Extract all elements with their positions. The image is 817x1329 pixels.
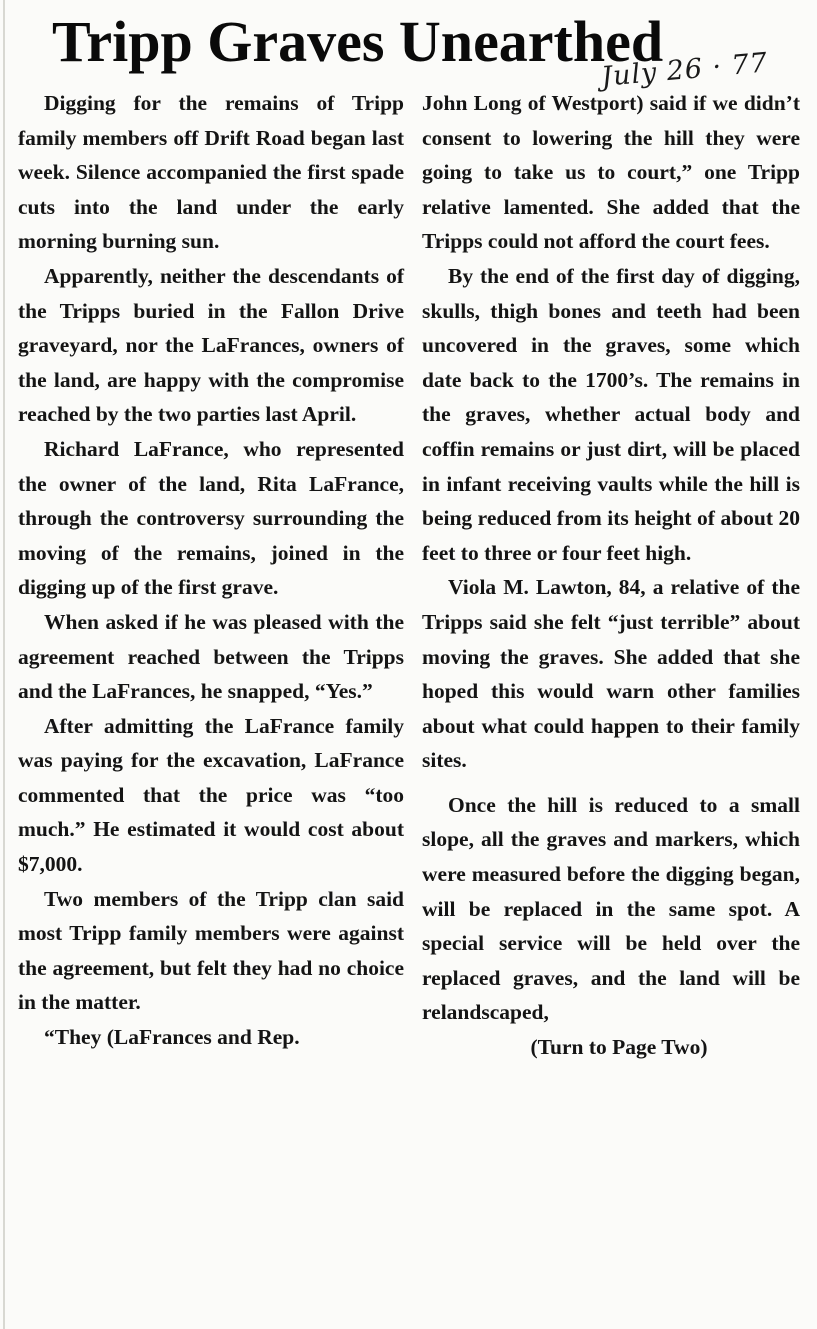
paragraph: After admitting the LaFrance family was paying for the excavation, LaFrance commented that the price was “too much.” He estimated it would cost about $7,000.	[18, 713, 404, 877]
paragraph: “They (LaFrances and Rep.	[44, 1025, 300, 1050]
paragraph: Once the hill is reduced to a small slope, all the graves and markers, which were measured before the digging began, will be replaced in the same spot. A special service will be held over the replaced graves, and the land will be relandscaped,	[422, 792, 800, 1025]
paragraph: When asked if he was pleased with the agreement reached between the Tripps and the LaFrances, he snapped, “Yes.”	[18, 609, 404, 704]
paragraph: Two members of the Tripp clan said most Tripp family members were against the agreement, but felt they had no choice in the matter.	[18, 886, 404, 1015]
handwritten-date: July 26 · 77	[600, 47, 770, 93]
right-column	[422, 86, 800, 1065]
continuation-note: (Turn to Page Two)	[530, 1035, 708, 1060]
paragraph: John Long of Westport) said if we didn’t consent to lowering the hill they were going to take us to court,” one Tripp relative lamented. She added that the Tripps could not afford the court fees.	[422, 91, 800, 254]
left-column	[18, 86, 404, 1055]
paragraph: By the end of the first day of digging, skulls, thigh bones and teeth had been uncovered in the graves, some which date back to the 1700’s. The remains in the graves, whether actual body and coffin remains or just dirt, will be placed in infant receiving vaults while the hill is being reduced from its height of about 20 feet to three or four feet high.	[422, 263, 800, 565]
paragraph: Viola M. Lawton, 84, a relative of the Tripps said she felt “just terrible” about moving the graves. She added that she hoped this would warn other families about what could happen to their family sites.	[422, 575, 800, 773]
paper-edge	[3, 0, 5, 1329]
paragraph: Digging for the remains of Tripp family members off Drift Road began last week. Silence accompanied the first spade cuts into the land under the early morning burning sun.	[18, 91, 404, 254]
headline: Tripp Graves Unearthed	[52, 9, 664, 74]
paragraph: Apparently, neither the descendants of the Tripps buried in the Fallon Drive graveyard, nor the LaFrances, owners of the land, are happy with the compromise reached by the two parties last April.	[18, 263, 404, 427]
paragraph: Richard LaFrance, who represented the owner of the land, Rita LaFrance, through the controversy surrounding the moving of the remains, joined in the digging up of the first grave.	[18, 436, 404, 600]
